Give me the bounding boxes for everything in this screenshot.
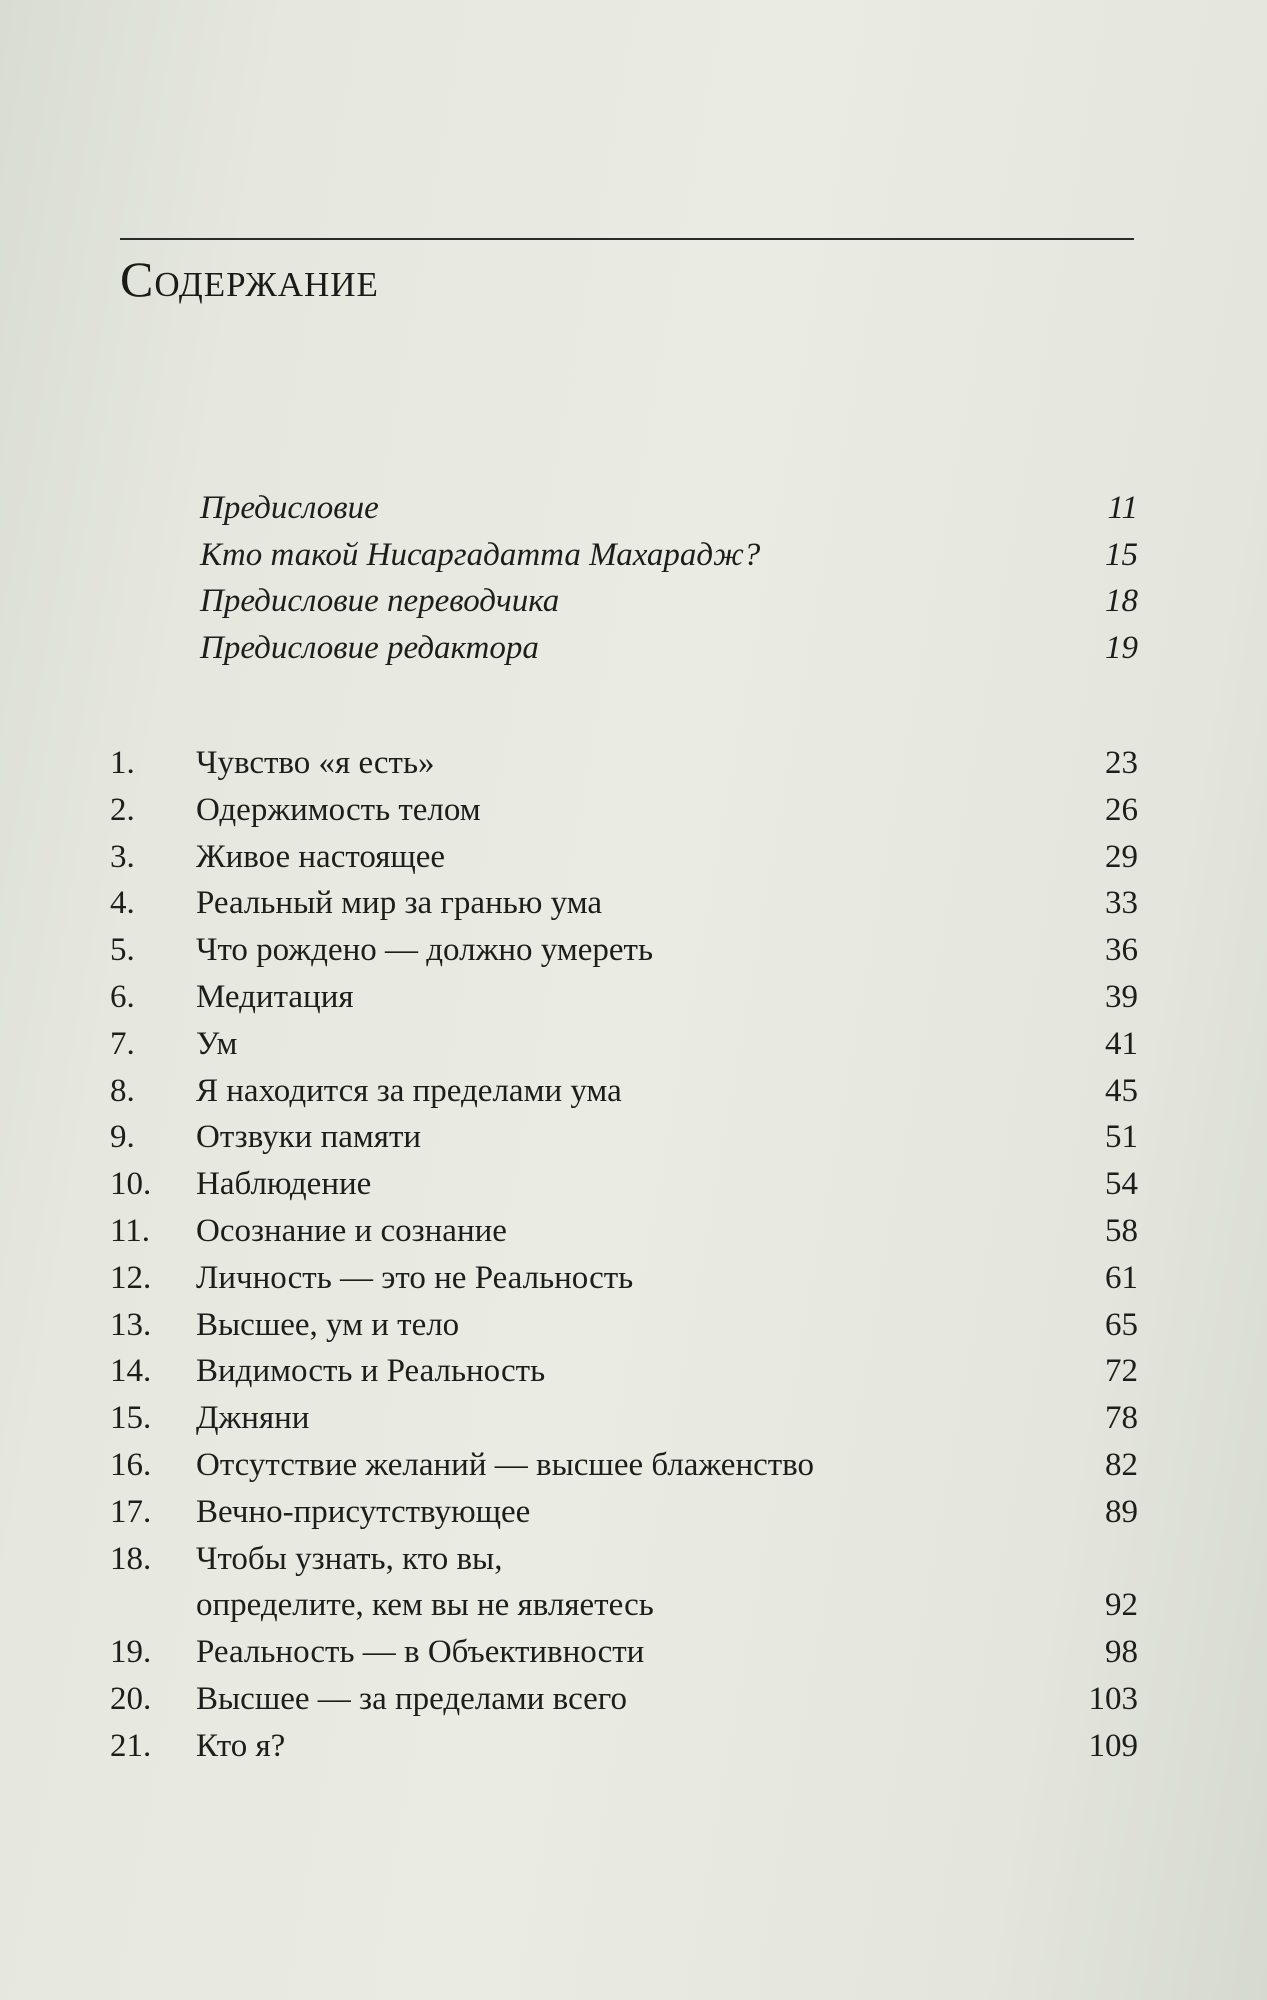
chapter-number: 4. bbox=[110, 885, 135, 922]
chapter-page-number: 78 bbox=[1105, 1400, 1138, 1437]
toc-chapter-entry bbox=[110, 1021, 1138, 1068]
chapter-title-line: Личность — это не Реальность bbox=[196, 1259, 634, 1296]
chapter-number: 1. bbox=[110, 745, 135, 781]
toc-chapter-entry bbox=[110, 974, 1138, 1021]
chapter-title-line: Живое настоящее bbox=[196, 838, 446, 875]
chapter-title-line: Я находится за пределами ума bbox=[196, 1072, 622, 1109]
toc-chapter-entry bbox=[110, 1723, 1138, 1770]
chapter-page-number: 54 bbox=[1105, 1166, 1138, 1203]
toc-chapter-entry bbox=[110, 927, 1138, 974]
chapter-title-line: Отсутствие желаний — высшее блаженство bbox=[196, 1446, 815, 1483]
chapter-page-number: 29 bbox=[1105, 838, 1138, 875]
chapter-page-number: 45 bbox=[1105, 1072, 1138, 1109]
chapter-number: 21. bbox=[110, 1727, 152, 1764]
toc-entry-title: Кто такой Нисаргадатта Махарадж? bbox=[200, 536, 761, 573]
chapter-number: 17. bbox=[110, 1493, 152, 1530]
chapter-title-line: Наблюдение bbox=[196, 1166, 372, 1203]
chapter-title bbox=[196, 1676, 1058, 1723]
chapter-page-number: 103 bbox=[1088, 1680, 1138, 1717]
toc-chapter-entry bbox=[110, 1395, 1138, 1442]
chapter-page-number: 98 bbox=[1105, 1634, 1138, 1671]
chapter-title bbox=[196, 1021, 1058, 1068]
chapter-title bbox=[196, 1068, 1058, 1115]
chapter-title-line: Кто я? bbox=[196, 1727, 286, 1764]
chapter-page-number: 51 bbox=[1105, 1119, 1138, 1156]
chapter-title-line: Реальность — в Объективности bbox=[196, 1634, 645, 1671]
toc-entry-page: 19 bbox=[1105, 630, 1138, 667]
chapter-number: 19. bbox=[110, 1634, 152, 1671]
chapter-number: 7. bbox=[110, 1025, 135, 1062]
chapter-number: 8. bbox=[110, 1072, 135, 1109]
toc-chapter-entry bbox=[110, 1068, 1138, 1115]
chapter-number: 16. bbox=[110, 1446, 152, 1483]
front-matter-list bbox=[200, 490, 1138, 677]
chapter-number: 11. bbox=[110, 1212, 151, 1249]
chapter-title bbox=[196, 1348, 1058, 1395]
chapter-title bbox=[196, 1161, 1058, 1208]
chapter-title bbox=[196, 1536, 1058, 1630]
chapter-title bbox=[196, 927, 1058, 974]
chapter-page-number: 72 bbox=[1105, 1353, 1138, 1390]
chapter-title-line: Одержимость телом bbox=[196, 791, 481, 828]
chapter-title-line: Медитация bbox=[196, 978, 354, 1015]
chapter-page-number: 36 bbox=[1105, 932, 1138, 969]
chapter-number: 5. bbox=[110, 932, 135, 969]
chapter-page-number: 33 bbox=[1105, 885, 1138, 922]
toc-front-entry bbox=[200, 490, 1138, 537]
chapter-title bbox=[196, 1489, 1058, 1536]
chapter-page-number: 26 bbox=[1105, 791, 1138, 828]
chapter-number: 13. bbox=[110, 1306, 152, 1343]
toc-front-entry bbox=[200, 583, 1138, 630]
chapter-title-line: Отзвуки памяти bbox=[196, 1119, 422, 1156]
chapter-title-line: Высшее, ум и тело bbox=[196, 1306, 460, 1343]
toc-chapter-entry bbox=[110, 1114, 1138, 1161]
chapter-title-line: Вечно-присутствующее bbox=[196, 1493, 531, 1530]
chapter-title bbox=[196, 1114, 1058, 1161]
chapter-number: 12. bbox=[110, 1259, 152, 1296]
toc-entry-page: 11 bbox=[1107, 490, 1138, 526]
toc-entry-title: Предисловие редактора bbox=[200, 630, 539, 667]
toc-chapter-entry bbox=[110, 1536, 1138, 1630]
toc-chapter-entry bbox=[110, 880, 1138, 927]
toc-chapter-entry bbox=[110, 1255, 1138, 1302]
chapter-title bbox=[196, 787, 1058, 834]
chapter-title bbox=[196, 1255, 1058, 1302]
toc-chapter-entry bbox=[110, 1302, 1138, 1349]
toc-chapter-entry bbox=[110, 740, 1138, 787]
toc-entry-page: 18 bbox=[1105, 583, 1138, 620]
chapter-title-line: Осознание и сознание bbox=[196, 1212, 507, 1249]
toc-chapter-entry bbox=[110, 1161, 1138, 1208]
chapter-title bbox=[196, 974, 1058, 1021]
toc-front-entry bbox=[200, 537, 1138, 584]
chapter-title-line: определите, кем вы не являетесь bbox=[196, 1587, 654, 1624]
chapter-title bbox=[196, 1208, 1058, 1255]
chapter-list bbox=[110, 740, 1138, 1770]
chapter-title bbox=[196, 1442, 1058, 1489]
chapter-title bbox=[196, 1302, 1058, 1349]
chapter-number: 3. bbox=[110, 838, 135, 875]
chapter-title-line: Чтобы узнать, кто вы, bbox=[196, 1540, 503, 1577]
chapter-page-number: 65 bbox=[1105, 1306, 1138, 1343]
toc-chapter-entry bbox=[110, 1442, 1138, 1489]
chapter-number: 14. bbox=[110, 1353, 152, 1390]
chapter-page-number: 109 bbox=[1088, 1727, 1138, 1764]
chapter-number: 2. bbox=[110, 791, 135, 828]
chapter-title bbox=[196, 1629, 1058, 1676]
chapter-title bbox=[196, 880, 1058, 927]
chapter-title-line: Ум bbox=[196, 1025, 238, 1062]
chapter-title-line: Высшее — за пределами всего bbox=[196, 1680, 627, 1717]
toc-chapter-entry bbox=[110, 1489, 1138, 1536]
chapter-number: 6. bbox=[110, 978, 135, 1015]
chapter-page-number: 39 bbox=[1105, 978, 1138, 1015]
chapter-page-number: 23 bbox=[1105, 745, 1138, 781]
chapter-title-line: Видимость и Реальность bbox=[196, 1353, 546, 1390]
toc-chapter-entry bbox=[110, 1348, 1138, 1395]
chapter-number: 15. bbox=[110, 1400, 152, 1437]
chapter-title bbox=[196, 1395, 1058, 1442]
chapter-number: 9. bbox=[110, 1119, 135, 1156]
chapter-title-line: Чувство «я есть» bbox=[196, 745, 435, 781]
chapter-page-number: 82 bbox=[1105, 1446, 1138, 1483]
chapter-number: 20. bbox=[110, 1680, 152, 1717]
chapter-page-number: 89 bbox=[1105, 1493, 1138, 1530]
chapter-title-line: Что рождено — должно умереть bbox=[196, 932, 654, 969]
chapter-page-number: 61 bbox=[1105, 1259, 1138, 1296]
header-rule bbox=[120, 238, 1134, 240]
toc-chapter-entry bbox=[110, 1208, 1138, 1255]
chapter-title bbox=[196, 1723, 1058, 1770]
chapter-page-number: 92 bbox=[1105, 1587, 1138, 1624]
toc-entry-page: 15 bbox=[1105, 536, 1138, 573]
chapter-title bbox=[196, 740, 1058, 787]
toc-front-entry bbox=[200, 630, 1138, 677]
chapter-number: 10. bbox=[110, 1166, 152, 1203]
chapter-page-number: 58 bbox=[1105, 1212, 1138, 1249]
page-title: Содержание bbox=[120, 251, 379, 307]
toc-chapter-entry bbox=[110, 1676, 1138, 1723]
toc-chapter-entry bbox=[110, 787, 1138, 834]
chapter-title-line: Джняни bbox=[196, 1400, 310, 1437]
chapter-page-number: 41 bbox=[1105, 1025, 1138, 1062]
chapter-number: 18. bbox=[110, 1540, 152, 1577]
toc-chapter-entry bbox=[110, 1629, 1138, 1676]
toc-entry-title: Предисловие bbox=[200, 490, 379, 526]
chapter-title-line: Реальный мир за гранью ума bbox=[196, 885, 603, 922]
toc-chapter-entry bbox=[110, 834, 1138, 881]
toc-entry-title: Предисловие переводчика bbox=[200, 583, 560, 620]
chapter-title bbox=[196, 834, 1058, 881]
